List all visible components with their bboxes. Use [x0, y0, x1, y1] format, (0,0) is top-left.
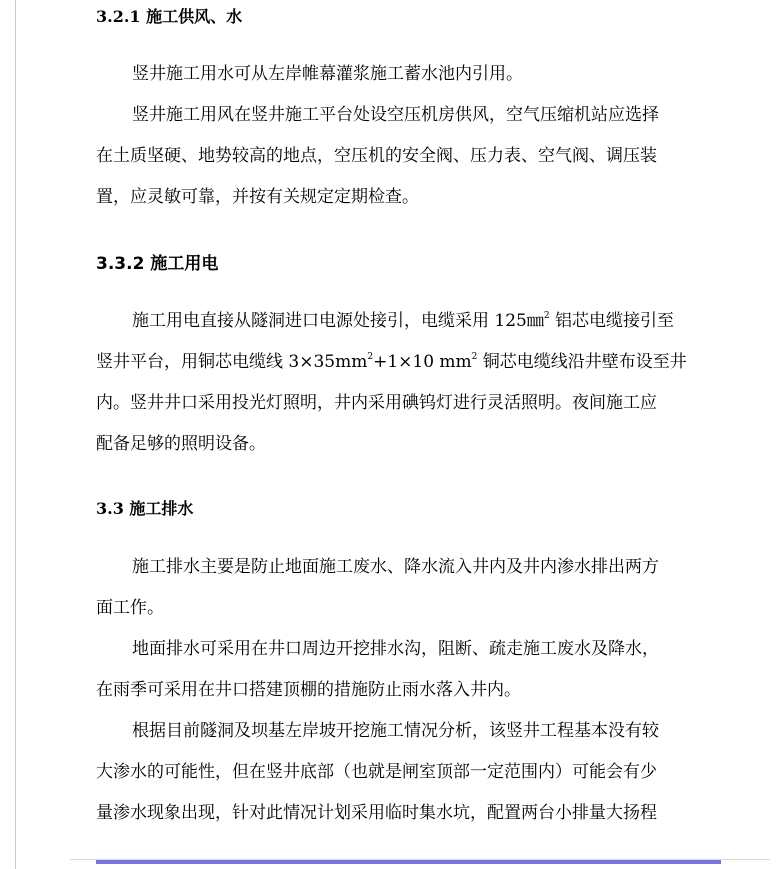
- paragraph-line: 面工作。: [96, 598, 164, 618]
- superscript: 2: [367, 352, 374, 363]
- paragraph-water-supply: [96, 54, 721, 95]
- footer-rule: [96, 860, 721, 864]
- page-left-border: [15, 0, 16, 869]
- paragraph-line: 量渗水现象出现，针对此情况计划采用临时集水坑，配置两台小排量大扬程: [96, 803, 657, 823]
- section-heading-3-3-2: 3.3.2 施工用电: [96, 254, 219, 274]
- paragraph-air-supply: [96, 95, 721, 218]
- superscript: 2: [543, 311, 550, 322]
- paragraph-line: 竖井施工用水可从左岸帷幕灌浆施工蓄水池内引用。: [132, 64, 523, 84]
- section-heading-3-3: 3.3 施工排水: [96, 499, 194, 518]
- paragraph-power-supply: [96, 301, 721, 465]
- paragraph-line: [96, 342, 721, 383]
- paragraph-line: 在雨季可采用在井口搭建顶棚的措施防止雨水落入井内。: [96, 680, 521, 700]
- paragraph-line: 内。竖井井口采用投光灯照明，井内采用碘钨灯进行灵活照明。夜间施工应: [96, 393, 657, 413]
- paragraph-line: 置，应灵敏可靠，并按有关规定定期检查。: [96, 187, 419, 207]
- paragraph-line: 在土质坚硬、地势较高的地点，空压机的安全阀、压力表、空气阀、调压装: [96, 146, 657, 166]
- paragraph-line: 配备足够的照明设备。: [96, 434, 266, 454]
- text-run: 铜芯电缆线沿井壁布设至井: [477, 352, 687, 372]
- superscript: 2: [471, 352, 478, 363]
- paragraph-line: 根据目前隧洞及坝基左岸坡开挖施工情况分析，该竖井工程基本没有较: [132, 721, 659, 741]
- paragraph-surface-drainage: [96, 629, 721, 711]
- text-run: +1×10 mm: [373, 352, 472, 372]
- text-run: 竖井平台，用铜芯电缆线 3×35mm: [96, 352, 368, 372]
- paragraph-seepage-analysis: [96, 711, 721, 834]
- paragraph-line: 大渗水的可能性，但在竖井底部（也就是闸室顶部一定范围内）可能会有少: [96, 762, 657, 782]
- text-run: 铝芯电缆接引至: [549, 311, 674, 331]
- paragraph-drainage-overview: [96, 547, 721, 629]
- paragraph-line: [96, 301, 721, 342]
- paragraph-line: 竖井施工用风在竖井施工平台处设空压机房供风，空气压缩机站应选择: [132, 105, 659, 125]
- paragraph-line: 地面排水可采用在井口周边开挖排水沟，阻断、疏走施工废水及降水，: [132, 639, 659, 659]
- paragraph-line: 施工排水主要是防止地面施工废水、降水流入井内及井内渗水排出两方: [132, 557, 659, 577]
- text-run: 施工用电直接从隧洞进口电源处接引，电缆采用 125㎜: [132, 311, 544, 331]
- section-heading-3-2-1: 3.2.1 施工供风、水: [96, 7, 243, 26]
